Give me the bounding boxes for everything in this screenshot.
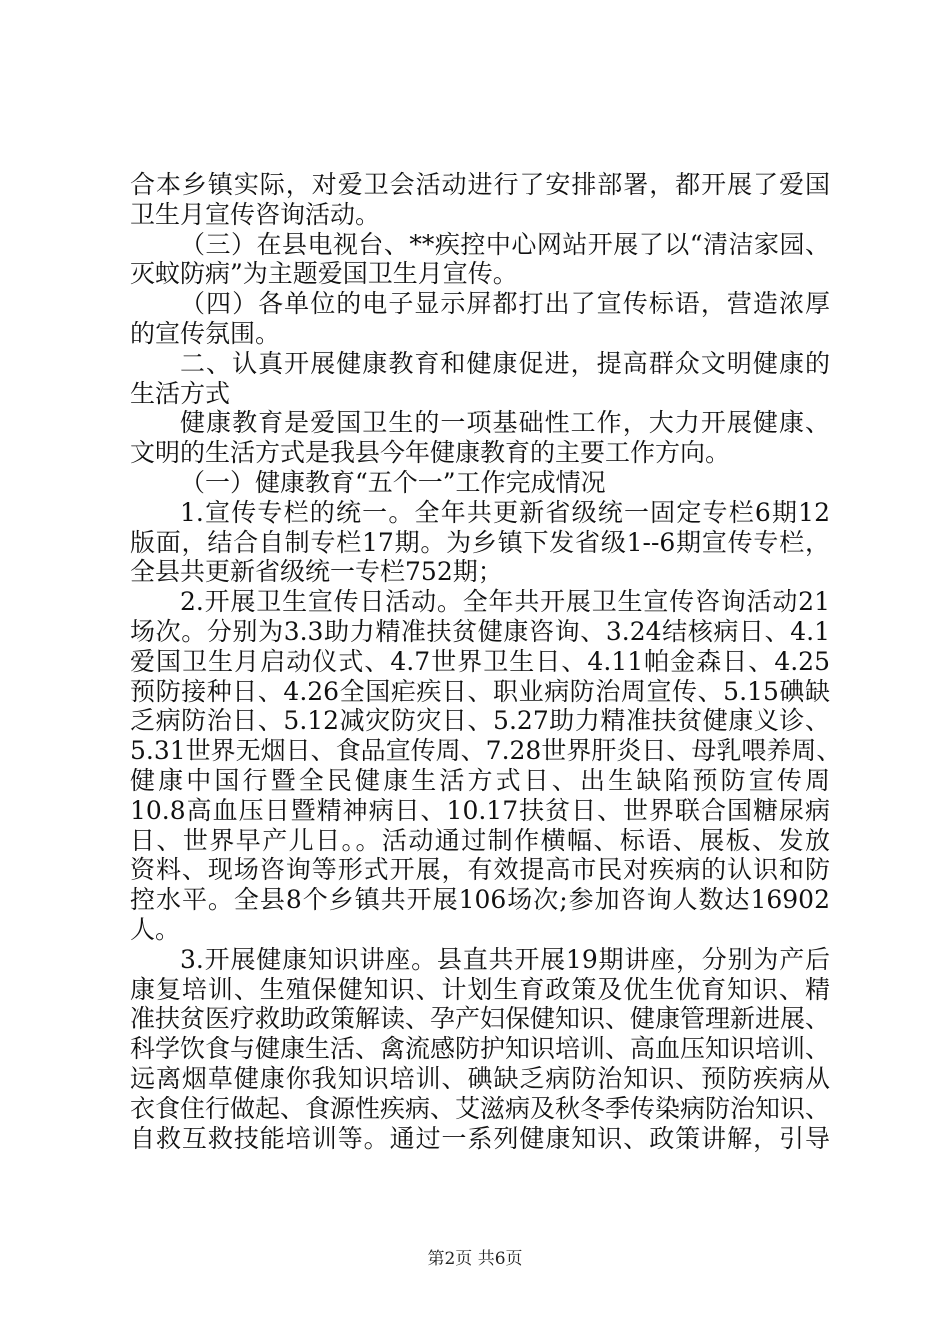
text-line: 10.8高血压日暨精神病日、10.17扶贫日、世界联合国糖尿病	[130, 795, 830, 825]
document-body	[130, 170, 842, 1153]
text-line: 文明的生活方式是我县今年健康教育的主要工作方向。	[130, 438, 731, 468]
text-line: 康复培训、生殖保健知识、计划生育政策及优生优育知识、精	[130, 974, 830, 1004]
text-line: 爱国卫生月启动仪式、4.7世界卫生日、4.11帕金森日、4.25	[130, 646, 830, 676]
text-line: 准扶贫医疗救助政策解读、孕产妇保健知识、健康管理新进展、	[130, 1004, 831, 1034]
text-line: 科学饮食与健康生活、禽流感防护知识培训、高血压知识培训、	[130, 1034, 831, 1064]
text-line: 衣食住行做起、食源性疾病、艾滋病及秋冬季传染病防治知识、	[130, 1093, 831, 1123]
text-line: （四）各单位的电子显示屏都打出了宣传标语，营造浓厚	[180, 289, 830, 319]
text-line: 合本乡镇实际，对爱卫会活动进行了安排部署，都开展了爱国	[130, 170, 830, 199]
text-line: 健康教育是爱国卫生的一项基础性工作，大力开展健康、	[180, 408, 830, 438]
text-line: 控水平。全县8个乡镇共开展106场次;参加咨询人数达16902	[130, 885, 830, 915]
page-number: 第2页 共6页	[427, 1249, 523, 1269]
text-line: 健康中国行暨全民健康生活方式日、出生缺陷预防宣传周	[130, 765, 830, 795]
text-line: 全县共更新省级统一专栏752期；	[130, 557, 503, 587]
text-line: 1.宣传专栏的统一。全年共更新省级统一固定专栏6期12	[180, 497, 830, 527]
text-line: 自救互救技能培训等。通过一系列健康知识、政策讲解，引导	[130, 1123, 830, 1153]
text-line: 的宣传氛围。	[130, 318, 281, 348]
subsection-heading: （一）健康教育“五个一”工作完成情况	[180, 467, 606, 497]
text-line: 远离烟草健康你我知识培训、碘缺乏病防治知识、预防疾病从	[130, 1063, 830, 1093]
text-line: 人。	[130, 914, 181, 944]
text-line: 5.31世界无烟日、食品宣传周、7.28世界肝炎日、母乳喂养周、	[130, 736, 842, 766]
text-line: 日、世界早产儿日。。活动通过制作横幅、标语、展板、发放	[130, 825, 830, 855]
text-line: 卫生月宣传咨询活动。	[130, 199, 381, 229]
text-line: 场次。分别为3.3助力精准扶贫健康咨询、3.24结核病日、4.1	[130, 616, 830, 646]
text-line: 乏病防治日、5.12减灾防灾日、5.27助力精准扶贫健康义诊、	[130, 706, 830, 736]
text-line: 2.开展卫生宣传日活动。全年共开展卫生宣传咨询活动21	[180, 587, 830, 617]
section-heading: 二、认真开展健康教育和健康促进，提高群众文明健康的	[180, 348, 830, 378]
text-line: 预防接种日、4.26全国疟疾日、职业病防治周宣传、5.15碘缺	[130, 676, 830, 706]
section-heading: 生活方式	[130, 378, 231, 408]
text-line: 灭蚊防病”为主题爱国卫生月宣传。	[130, 259, 518, 289]
text-line: （三）在县电视台、**疾控中心网站开展了以“清洁家园、	[180, 229, 830, 259]
text-line: 版面，结合自制专栏17期。为乡镇下发省级1--6期宣传专栏，	[130, 527, 830, 557]
text-line: 资料、现场咨询等形式开展，有效提高市民对疾病的认识和防	[130, 855, 830, 885]
text-line: 3.开展健康知识讲座。县直共开展19期讲座，分别为产后	[180, 944, 830, 974]
